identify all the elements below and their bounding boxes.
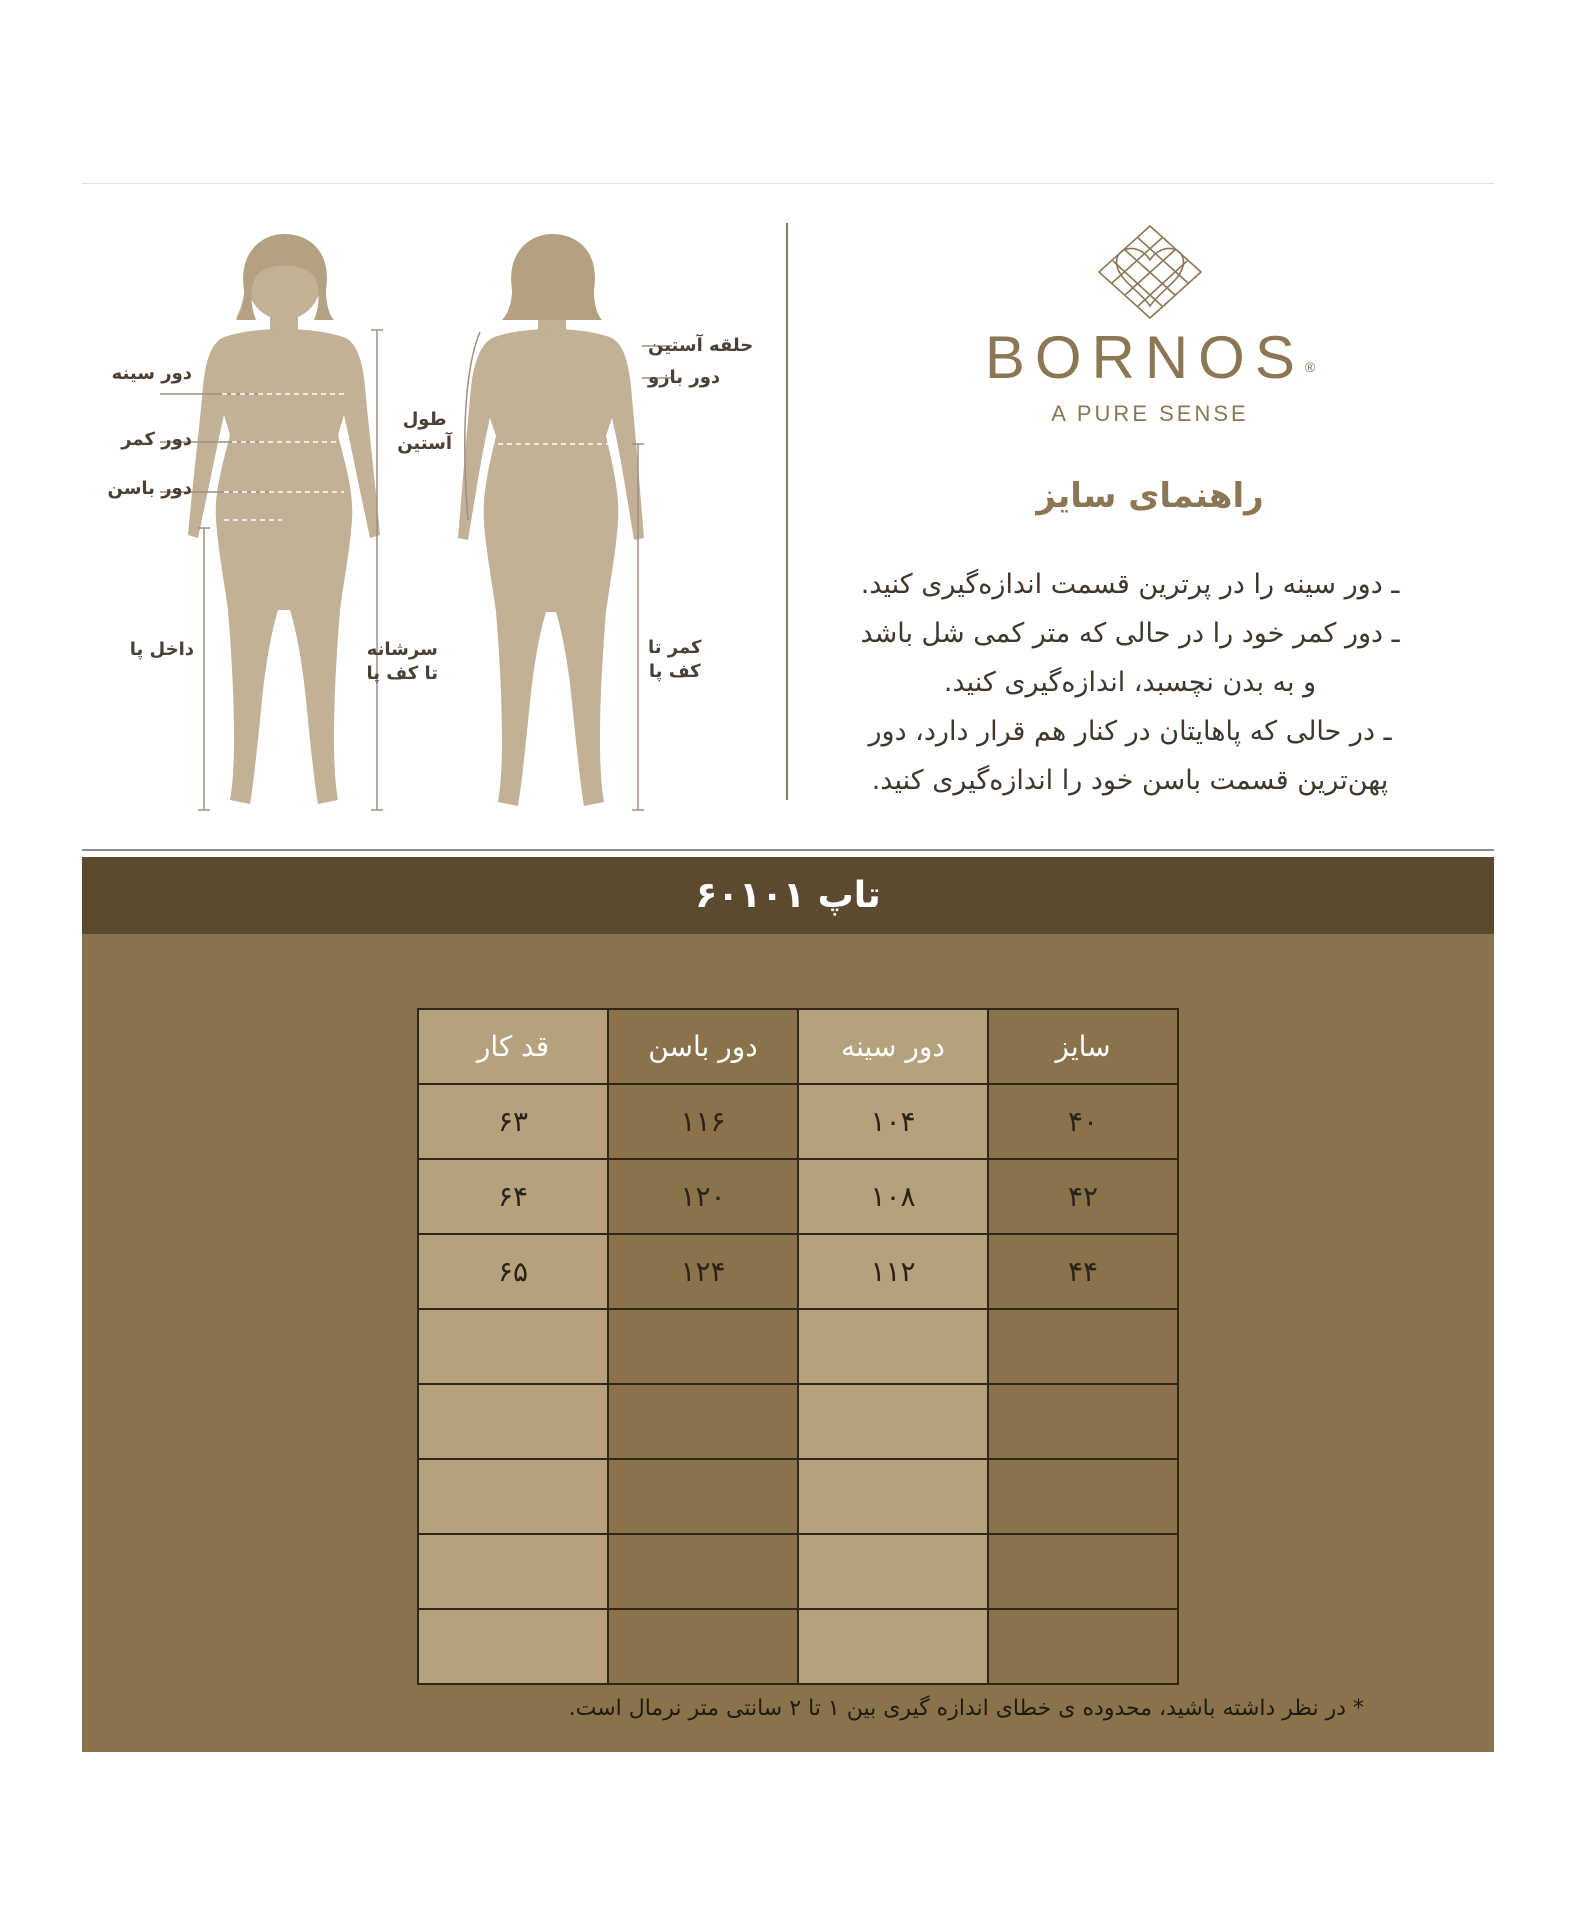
brand-tagline: A PURE SENSE (1051, 401, 1249, 426)
product-title: تاپ ۶۰۱۰۱ (695, 875, 881, 916)
label-shoulder-to-floor: سرشانه تا کف پا (366, 639, 438, 684)
cell-size (988, 1309, 1178, 1384)
top-divider (82, 183, 1494, 184)
label-inseam: داخل پا (129, 639, 194, 660)
label-sleeve-length: طول آستین (397, 409, 452, 454)
brand-name: BORNOS® (984, 324, 1316, 391)
product-title-band (82, 857, 1494, 934)
size-table (417, 1008, 1179, 1685)
cell-size (988, 1609, 1178, 1684)
cell-chest: ۱۰۸ (798, 1159, 988, 1234)
label-chest: دور سینه (111, 363, 192, 384)
body-figures-illustration (82, 220, 762, 820)
label-waist-to-floor: کمر تا کف پا (648, 637, 702, 682)
section-divider (82, 849, 1494, 851)
table-row (418, 1534, 1178, 1609)
cell-chest (798, 1459, 988, 1534)
cell-hip: ۱۲۴ (608, 1234, 798, 1309)
cell-length (418, 1459, 608, 1534)
table-row (418, 1159, 1178, 1234)
cell-length: ۶۳ (418, 1084, 608, 1159)
guide-line: ـ دور کمر خود را در حالی که متر کمی شل باشد (860, 618, 1400, 649)
cell-size (988, 1534, 1178, 1609)
header-chest: دور سینه (798, 1009, 988, 1084)
size-guide-title: راهنمای سایز (1036, 476, 1264, 516)
bornos-logo-icon (1093, 220, 1207, 320)
label-armhole: حلقه آستین (648, 335, 754, 356)
label-waist: دور کمر (121, 429, 192, 450)
cell-hip (608, 1609, 798, 1684)
cell-chest (798, 1384, 988, 1459)
cell-length (418, 1609, 608, 1684)
cell-chest: ۱۱۲ (798, 1234, 988, 1309)
table-row (418, 1609, 1178, 1684)
back-figure (458, 236, 644, 806)
header-length: قد کار (418, 1009, 608, 1084)
table-row (418, 1459, 1178, 1534)
table-row (418, 1384, 1178, 1459)
measurement-footnote: * در نظر داشته باشید، محدوده ی خطای اندازه گیری بین ۱ تا ۲ سانتی متر نرمال است. (568, 1696, 1364, 1721)
cell-hip (608, 1384, 798, 1459)
cell-hip (608, 1309, 798, 1384)
label-bicep: دور بازو (648, 367, 721, 388)
cell-size: ۴۰ (988, 1084, 1178, 1159)
front-figure (188, 236, 380, 804)
cell-hip: ۱۱۶ (608, 1084, 798, 1159)
cell-chest: ۱۰۴ (798, 1084, 988, 1159)
cell-chest (798, 1609, 988, 1684)
cell-hip: ۱۲۰ (608, 1159, 798, 1234)
table-header-row (418, 1009, 1178, 1084)
cell-chest (798, 1534, 988, 1609)
cell-length (418, 1309, 608, 1384)
guide-line: پهن‌ترین قسمت باسن خود را اندازه‌گیری کنید. (871, 765, 1389, 796)
cell-length (418, 1534, 608, 1609)
body-measurement-figures (82, 220, 762, 820)
cell-hip (608, 1459, 798, 1534)
cell-chest (798, 1309, 988, 1384)
brand-block (900, 220, 1400, 427)
cell-size: ۴۲ (988, 1159, 1178, 1234)
cell-hip (608, 1534, 798, 1609)
header-size: سایز (988, 1009, 1178, 1084)
cell-size (988, 1384, 1178, 1459)
table-row (418, 1084, 1178, 1159)
cell-size: ۴۴ (988, 1234, 1178, 1309)
cell-length (418, 1384, 608, 1459)
guide-line: ـ در حالی که پاهایتان در کنار هم قرار دارد، دور (868, 716, 1392, 747)
table-row (418, 1309, 1178, 1384)
vertical-divider (786, 223, 788, 800)
header-hip: دور باسن (608, 1009, 798, 1084)
cell-length: ۶۴ (418, 1159, 608, 1234)
size-guide-instructions (815, 560, 1445, 805)
guide-line: ـ دور سینه را در پرترین قسمت اندازه‌گیری کنید. (860, 569, 1400, 600)
guide-line: و به بدن نچسبد، اندازه‌گیری کنید. (943, 667, 1317, 698)
table-row (418, 1234, 1178, 1309)
cell-size (988, 1459, 1178, 1534)
label-hip: دور باسن (107, 478, 192, 499)
cell-length: ۶۵ (418, 1234, 608, 1309)
